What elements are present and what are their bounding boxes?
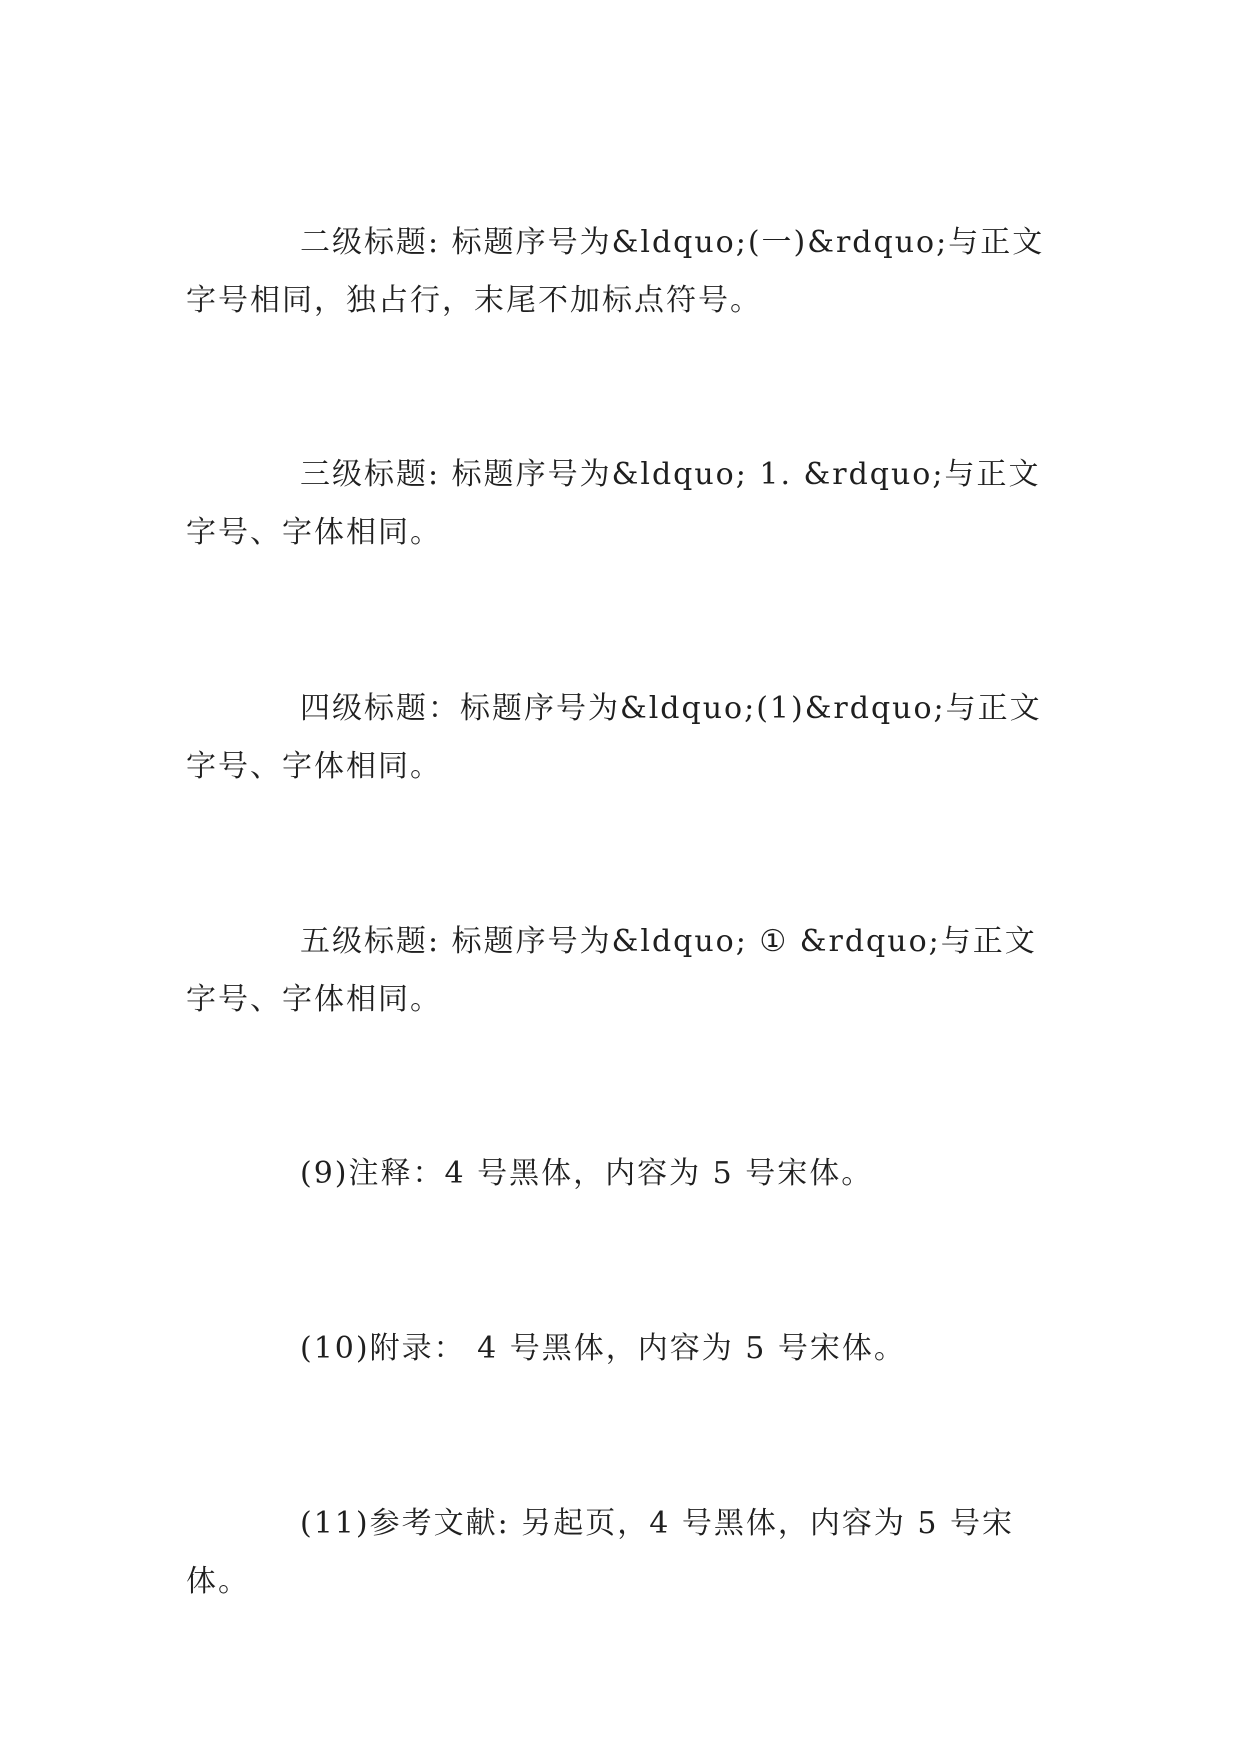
- paragraph-appendix: (10)附录： 4 号黑体，内容为 5 号宋体。: [300, 1331, 906, 1366]
- paragraph-heading-level-3: 三级标题: 标题序号为&ldquo; 1. &rdquo;与正文字号、字体相同。: [186, 457, 1041, 550]
- paragraph-references: (11)参考文献: 另起页，4 号黑体，内容为 5 号宋体。: [186, 1506, 1015, 1599]
- paragraph-heading-level-2: 二级标题: 标题序号为&ldquo;(一)&rdquo;与正文字号相同，独占行，末尾不加标点符号。: [186, 225, 1045, 318]
- paragraph-heading-level-4: 四级标题：标题序号为&ldquo;(1)&rdquo;与正文字号、字体相同。: [186, 691, 1042, 784]
- paragraph-notes: (9)注释：4 号黑体，内容为 5 号宋体。: [300, 1156, 874, 1191]
- paragraph-heading-level-5: 五级标题: 标题序号为&ldquo; ① &rdquo;与正文字号、字体相同。: [186, 924, 1037, 1017]
